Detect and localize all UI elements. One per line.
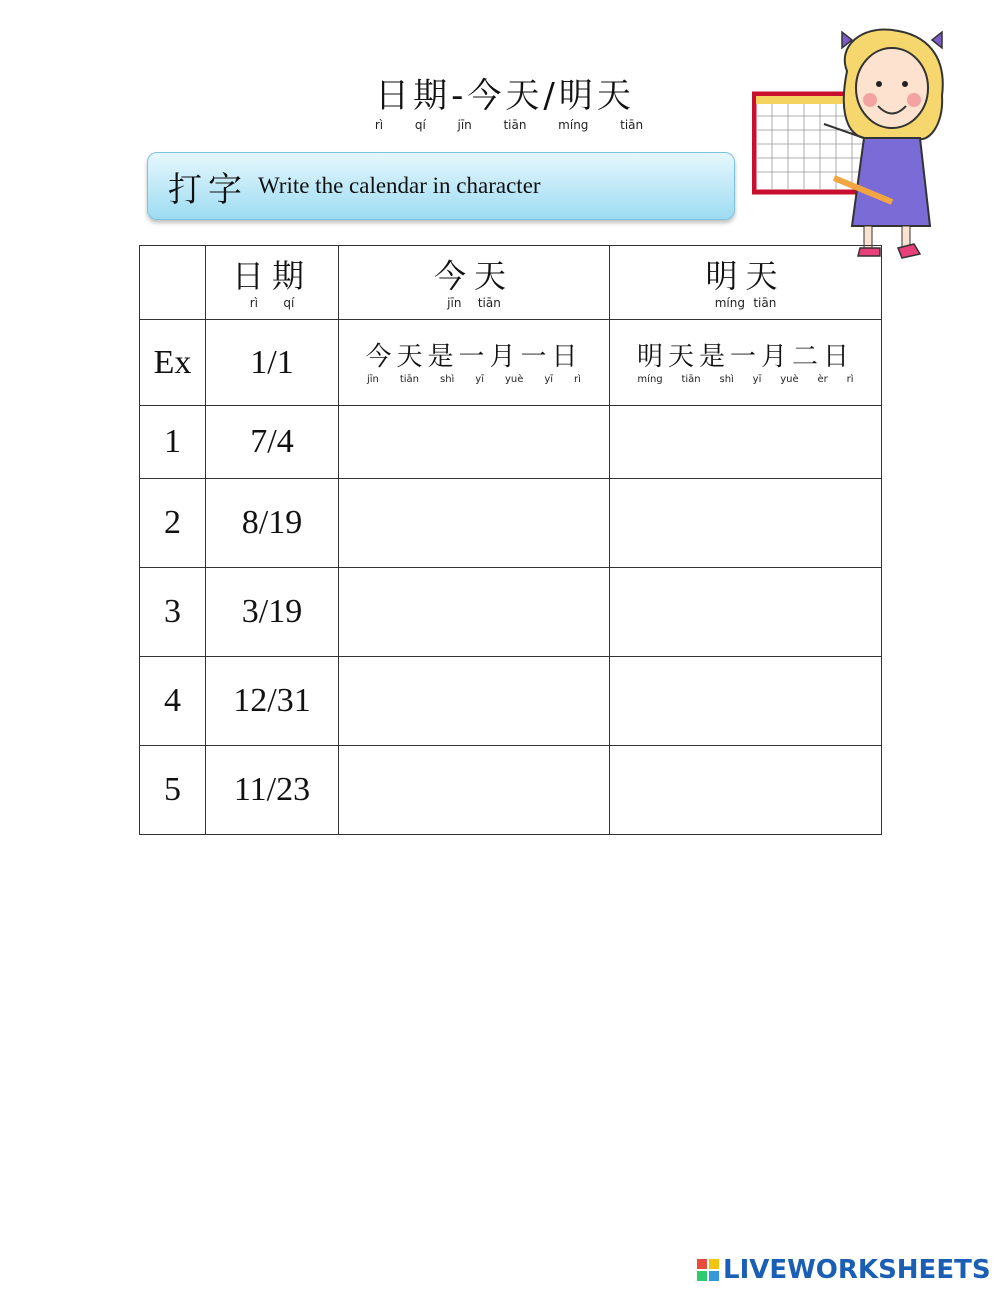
calendar-worksheet-table: [139, 245, 882, 835]
banner-english-instruction: Write the calendar in character: [258, 173, 541, 198]
today-answer-field[interactable]: [339, 746, 610, 835]
header-date: [206, 246, 339, 320]
today-answer-field[interactable]: [339, 657, 610, 746]
header-today-characters: 今天: [433, 256, 514, 295]
example-tomorrow-characters: 明天是一月二日: [636, 342, 854, 372]
header-tomorrow: [610, 246, 882, 320]
example-date: 1/1: [206, 320, 339, 406]
pinyin-syllable: qí: [283, 295, 295, 310]
table-row: [140, 406, 882, 479]
row-date: 8/19: [206, 479, 339, 568]
girl-with-calendar-illustration: [752, 26, 952, 266]
example-row: [140, 320, 882, 406]
pinyin-syllable: míng: [558, 118, 589, 132]
title-characters: 日期-今天/明天: [375, 76, 635, 116]
header-tomorrow-pinyin: [711, 296, 781, 310]
header-tomorrow-characters: 明天: [705, 256, 786, 295]
pinyin-syllable: tiān: [399, 374, 420, 385]
table-row: [140, 568, 882, 657]
pinyin-syllable: míng: [637, 374, 663, 385]
header-today-pinyin: [439, 296, 509, 310]
table-row: [140, 746, 882, 835]
today-answer-field[interactable]: [339, 568, 610, 657]
pinyin-syllable: yī: [544, 374, 554, 385]
pinyin-syllable: jīn: [447, 295, 462, 310]
pinyin-syllable: yī: [752, 374, 762, 385]
header-date-pinyin: [237, 296, 307, 310]
instruction-banner: [147, 152, 735, 220]
logo-text: LIVEWORKSHEETS: [723, 1255, 991, 1285]
today-answer-field[interactable]: [339, 479, 610, 568]
row-number: 2: [140, 479, 206, 568]
table-header-row: [140, 246, 882, 320]
tomorrow-answer-field[interactable]: [610, 657, 882, 746]
tomorrow-answer-field[interactable]: [610, 406, 882, 479]
pinyin-syllable: jīn: [366, 374, 379, 385]
pinyin-syllable: yuè: [780, 374, 799, 385]
row-date: 11/23: [206, 746, 339, 835]
example-today-pinyin: [357, 374, 592, 385]
pinyin-syllable: qí: [414, 118, 426, 132]
tomorrow-answer-field[interactable]: [610, 568, 882, 657]
table-row: [140, 479, 882, 568]
today-answer-field[interactable]: [339, 406, 610, 479]
liveworksheets-logo-icon: [697, 1259, 719, 1281]
tomorrow-answer-field[interactable]: [610, 479, 882, 568]
pinyin-syllable: rì: [374, 118, 384, 132]
pinyin-syllable: tiān: [753, 295, 777, 310]
example-tomorrow-sentence: [610, 320, 882, 406]
row-date: 3/19: [206, 568, 339, 657]
row-date: 7/4: [206, 406, 339, 479]
pinyin-syllable: yī: [475, 374, 484, 385]
pinyin-syllable: tiān: [477, 295, 501, 310]
pinyin-syllable: jīn: [457, 118, 472, 132]
pinyin-syllable: rì: [846, 374, 854, 385]
pinyin-syllable: èr: [817, 374, 828, 385]
table-row: [140, 657, 882, 746]
example-tomorrow-pinyin: [628, 374, 863, 385]
row-number: 5: [140, 746, 206, 835]
pinyin-syllable: tiān: [620, 118, 644, 132]
pinyin-syllable: shì: [440, 374, 455, 385]
pinyin-syllable: rì: [249, 295, 258, 310]
row-number: 4: [140, 657, 206, 746]
header-date-characters: 日期: [231, 256, 312, 295]
header-empty-cell: [140, 246, 206, 320]
pinyin-syllable: tiān: [681, 374, 701, 385]
header-today: [339, 246, 610, 320]
banner-chinese-label: 打字: [168, 169, 248, 210]
tomorrow-answer-field[interactable]: [610, 746, 882, 835]
example-today-characters: 今天是一月一日: [365, 342, 583, 372]
pinyin-syllable: míng: [714, 295, 745, 310]
row-number: 1: [140, 406, 206, 479]
row-date: 12/31: [206, 657, 339, 746]
pinyin-syllable: yuè: [504, 374, 524, 385]
pinyin-syllable: shì: [719, 374, 734, 385]
example-today-sentence: [339, 320, 610, 406]
row-number: 3: [140, 568, 206, 657]
worksheet-title: [340, 74, 670, 132]
pinyin-syllable: rì: [574, 374, 581, 385]
pinyin-syllable: tiān: [503, 118, 527, 132]
title-pinyin: [351, 118, 659, 132]
example-label: Ex: [140, 320, 206, 406]
liveworksheets-logo: [697, 1255, 991, 1285]
